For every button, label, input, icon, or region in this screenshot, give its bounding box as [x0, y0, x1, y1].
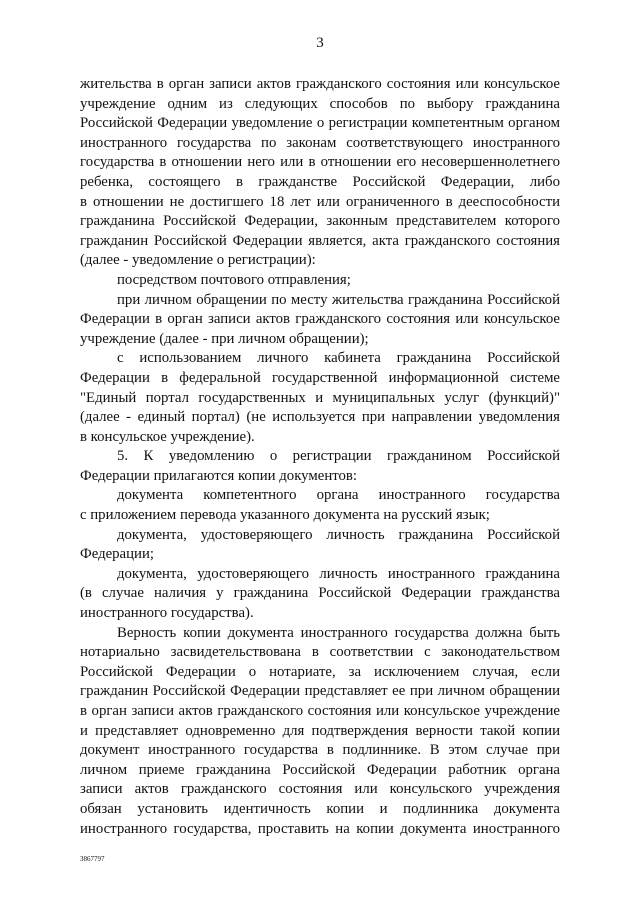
text-line: Федерации прилагаются копии документов:	[80, 467, 358, 484]
text-line: жительства в орган записи актов гражданского состояния или консульское	[80, 76, 560, 92]
text-line: обязан установить идентичность копии и подлинника документа	[80, 800, 560, 817]
text-line: 5. К уведомлению о регистрации гражданином Российской	[117, 448, 560, 465]
text-line: записи актов гражданского состояния или консульского учреждения	[80, 781, 560, 798]
text-line: при личном обращении по месту жительства гражданина Российской	[117, 291, 560, 308]
text-line: Российской Федерации уведомление о регистрации компетентным органом	[80, 115, 560, 132]
text-line: личном приеме гражданина Российской Федерации работник органа	[80, 761, 560, 778]
text-line: (в случае наличия у гражданина Российской Федерации гражданства	[80, 585, 560, 602]
text-line: иностранного государства).	[80, 605, 254, 622]
text-line: "Единый портал государственных и муниципальных услуг (функций)"	[80, 389, 560, 406]
text-line: ребенка, состоящего в гражданстве Российской Федерации, либо	[80, 173, 560, 190]
text-line: документ иностранного государства в подлиннике. В этом случае при	[80, 742, 560, 759]
text-line: в орган записи актов гражданского состояния или консульское учреждение	[80, 703, 560, 719]
text-line: документа, удостоверяющего личность гражданина Российской	[117, 526, 560, 543]
text-line: учреждение одним из следующих способов по выбору гражданина	[80, 95, 560, 112]
text-line: учреждение (далее - при личном обращении);	[80, 330, 369, 347]
text-line: с использованием личного кабинета гражданина Российской	[117, 350, 560, 367]
text-line: нотариально засвидетельствована в соответствии с законодательством	[80, 644, 560, 661]
text-line: Федерации;	[80, 546, 154, 563]
text-line: документа компетентного органа иностранного государства	[117, 487, 560, 504]
text-line: в консульское учреждение).	[80, 428, 255, 445]
text-line: государства в отношении него или в отношении его несовершеннолетнего	[80, 154, 560, 171]
text-line: и представляет одновременно для подтверждения верности такой копии	[80, 722, 560, 739]
page-number: 3	[316, 35, 324, 51]
text-line: иностранного государства по законам соответствующего иностранного	[80, 134, 560, 151]
document-code: 3867797	[80, 855, 105, 863]
text-line: иностранного государства, проставить на копии документа иностранного	[80, 820, 560, 837]
text-line: гражданин Российской Федерации является, акта гражданского состояния	[80, 232, 560, 249]
text-line: документа, удостоверяющего личность иностранного гражданина	[117, 565, 560, 582]
text-line: Верность копии документа иностранного государства должна быть	[117, 624, 560, 641]
text-line: Федерации в орган записи актов гражданского состояния или консульское	[80, 311, 560, 328]
text-line: гражданин Российской Федерации представляет ее при личном обращении	[80, 683, 560, 700]
text-line: с приложением перевода указанного документа на русский язык;	[80, 507, 490, 524]
document-body	[80, 75, 560, 839]
text-line: гражданина Российской Федерации, законным представителем которого	[80, 213, 560, 230]
text-line: Федерации в федеральной государственной информационной системе	[80, 369, 560, 386]
text-line: (далее - единый портал) (не используется при направлении уведомления	[80, 409, 560, 426]
text-line: посредством почтового отправления;	[117, 271, 351, 288]
text-line: в отношении не достигшего 18 лет или ограниченного в дееспособности	[80, 193, 560, 210]
text-line: Российской Федерации о нотариате, за исключением случая, если	[80, 663, 560, 680]
text-line: (далее - уведомление о регистрации):	[80, 252, 316, 269]
